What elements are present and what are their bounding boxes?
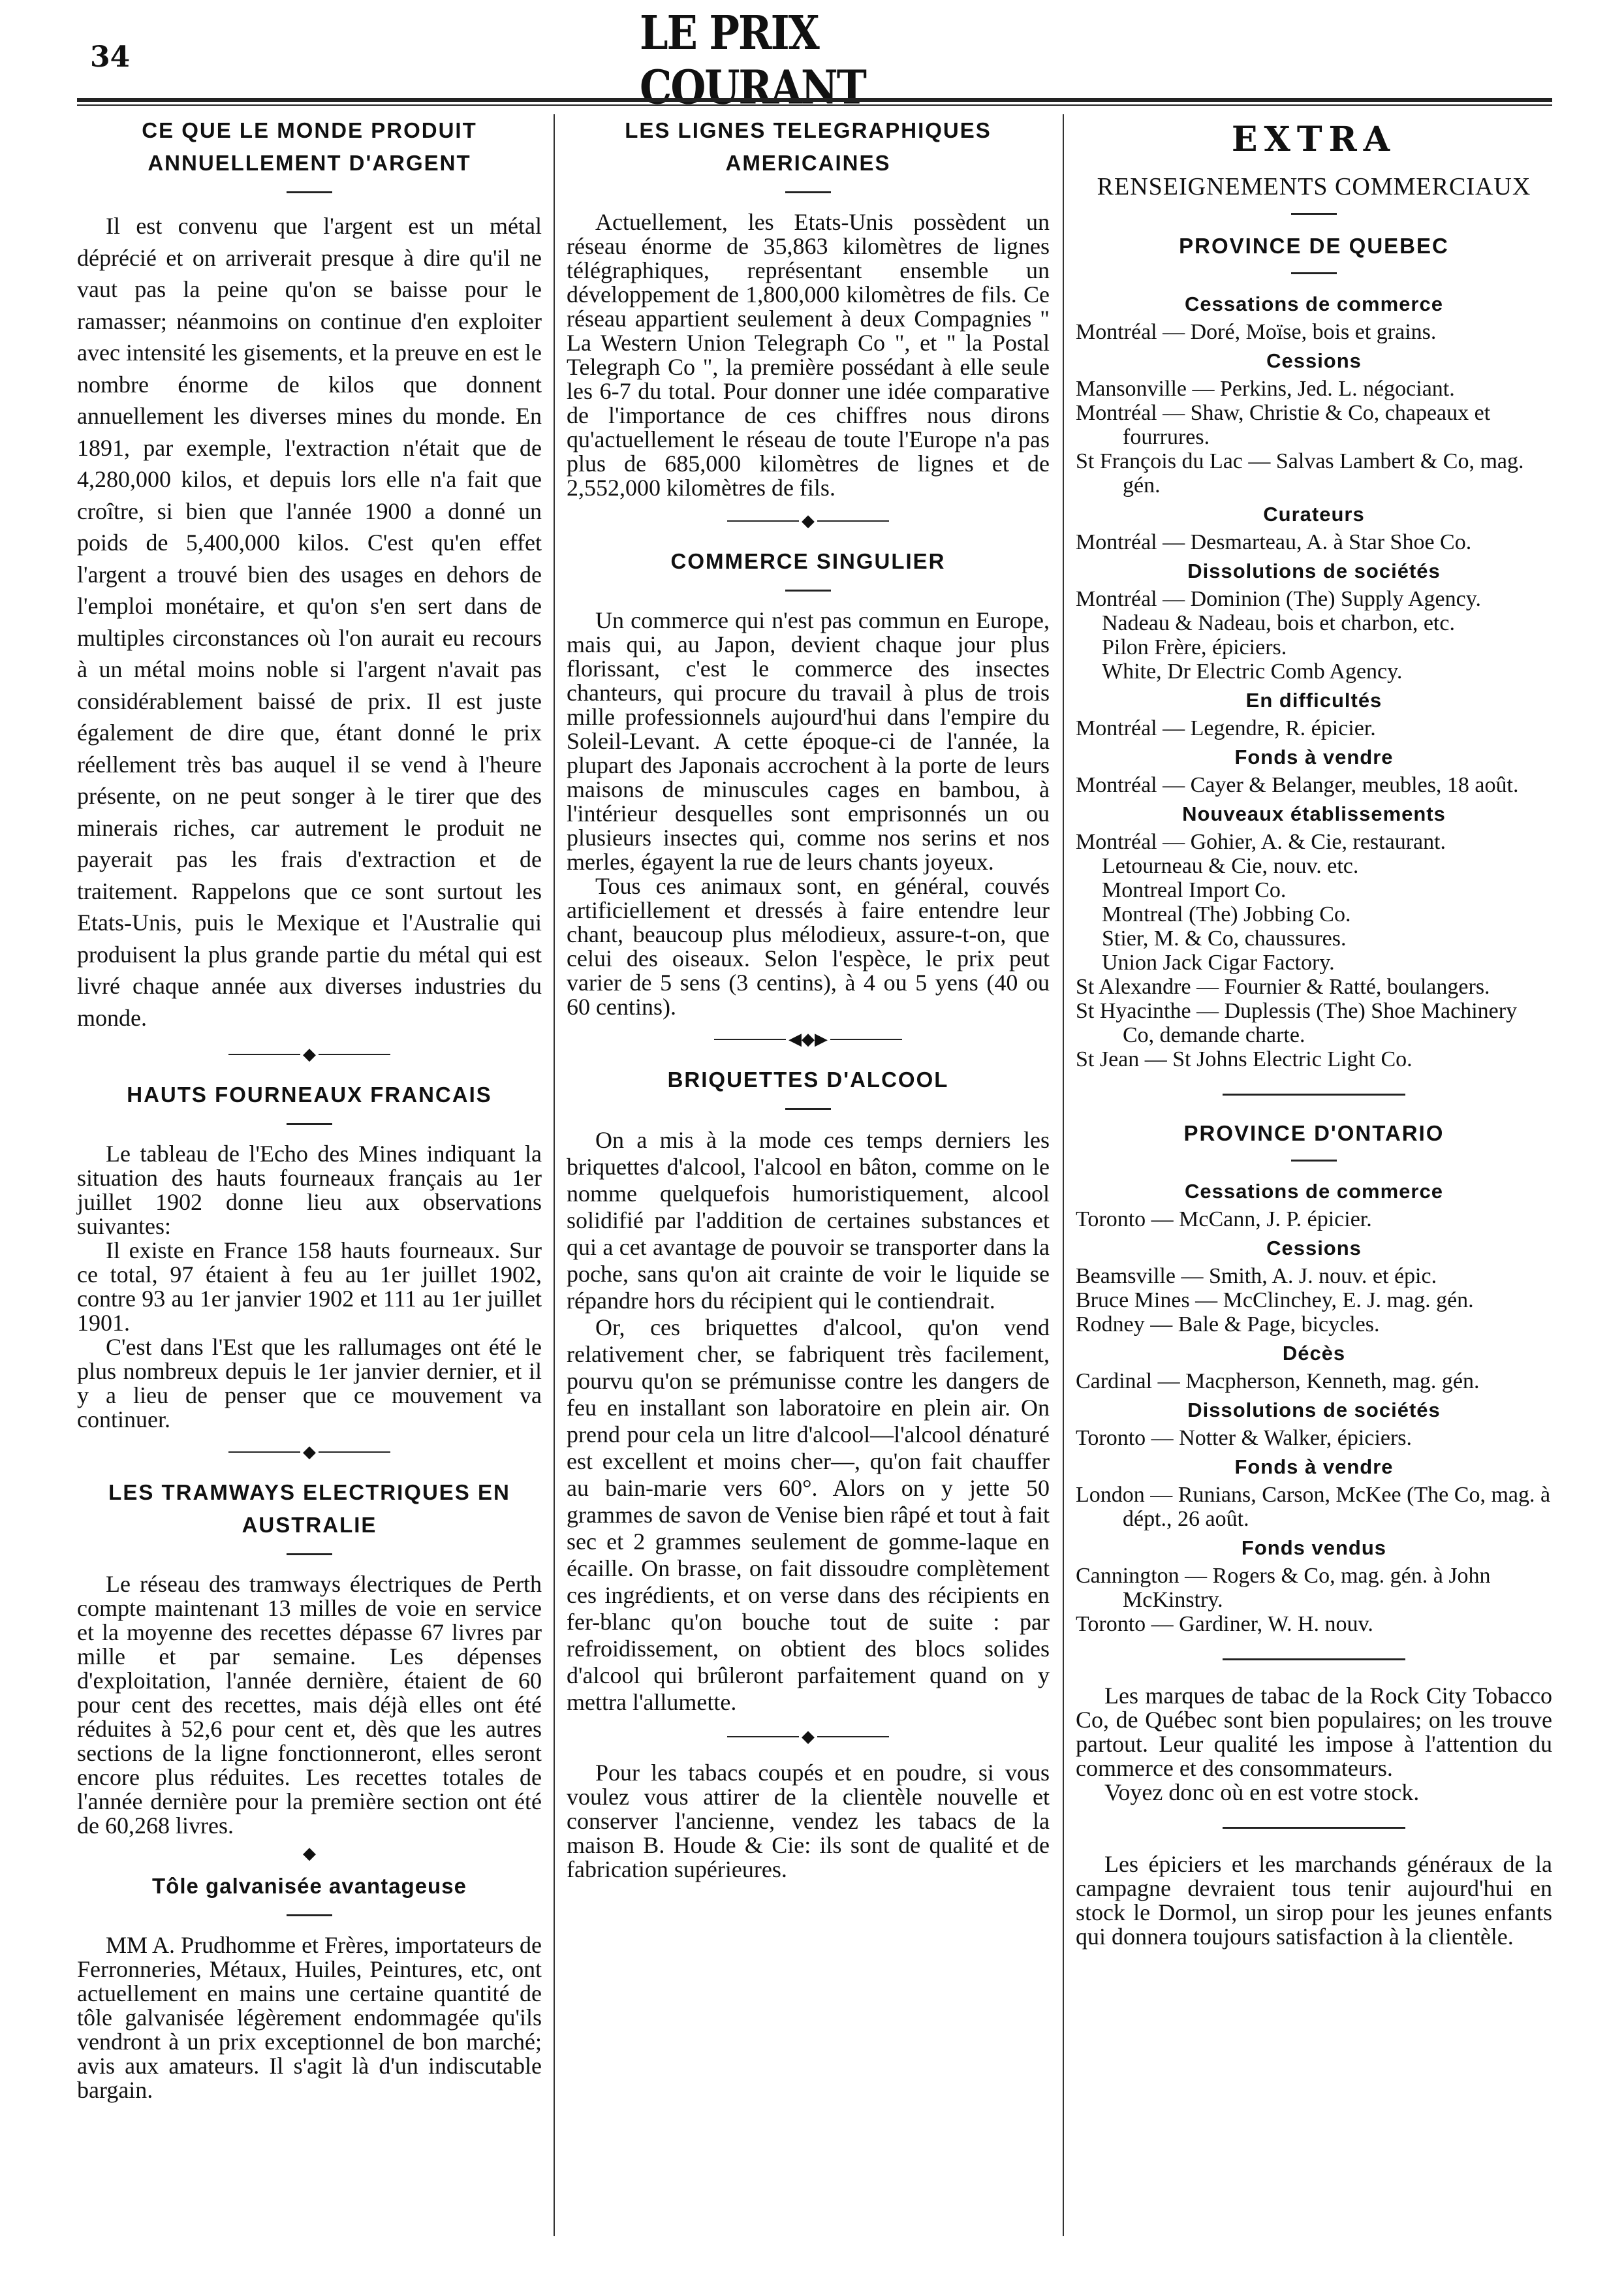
- title-rule: [1291, 213, 1337, 215]
- category-heading: Cessions: [1266, 349, 1362, 372]
- advertisement-text: Pour les tabacs coupés et en poudre, si vous voulez vous attirer de la clientèle nouvelle et conserver l'ancienne, vendez les tabacs de la maison B. Houde & Cie: ils sont de qualité et de fabrication supérieures.: [567, 1759, 1050, 1882]
- list-item: Montréal — Desmarteau, A. à Star Shoe Co.: [1076, 530, 1472, 554]
- section-ornament: ◆: [77, 1442, 542, 1463]
- page-number: 34: [90, 40, 131, 74]
- category-heading: Fonds à vendre: [1234, 746, 1394, 768]
- list-item: Montréal — Legendre, R. épicier.: [1076, 716, 1376, 740]
- column-middle: [567, 114, 1050, 1882]
- list-item: St Alexandre — Fournier & Ratté, boulangers.: [1076, 975, 1490, 999]
- header-rule: [77, 98, 1552, 102]
- publication-name: LE PRIX COURANT: [640, 5, 866, 115]
- list-item: Montreal (The) Jobbing Co.: [1102, 902, 1351, 926]
- category-heading: Cessions: [1266, 1237, 1362, 1259]
- list-item: Beamsville — Smith, A. J. nouv. et épic.: [1076, 1264, 1437, 1288]
- title-rule: [287, 191, 332, 193]
- column-right: [1076, 114, 1552, 1949]
- list-item: Montréal — Cayer & Belanger, meubles, 18 août.: [1076, 773, 1519, 797]
- advertisement-text: Voyez donc où en est votre stock.: [1104, 1779, 1420, 1805]
- article-body: MM A. Prudhomme et Frères, importateurs de Ferronneries, Métaux, Huiles, Peintures, etc, ont actuellement en mains une certaine quantité de tôle galvanisée légèrement endommagée qu'ils vendront à un prix exceptionnel de bon marché; avis aux amateurs. Il s'agit là d'un indiscutable bargain.: [77, 1931, 542, 2103]
- province-heading: PROVINCE D'ONTARIO: [1183, 1121, 1444, 1145]
- list-item: Cannington — Rogers & Co, mag. gén. à John McKinstry.: [1076, 1564, 1491, 1612]
- list-item: Union Jack Cigar Factory.: [1102, 951, 1335, 975]
- title-rule: [785, 1108, 831, 1110]
- category-heading: Dissolutions de sociétés: [1187, 560, 1441, 582]
- list-item: Montreal Import Co.: [1102, 878, 1287, 902]
- list-item: St François du Lac — Salvas Lambert & Co, mag. gén.: [1076, 449, 1524, 498]
- list-item: Stier, M. & Co, chaussures.: [1102, 926, 1347, 951]
- list-item: Pilon Frère, épiciers.: [1102, 635, 1287, 659]
- section-ornament: ◆: [303, 1843, 316, 1863]
- category-heading: Dissolutions de sociétés: [1187, 1399, 1441, 1421]
- title-rule: [1291, 1160, 1337, 1162]
- title-rule: [287, 1553, 332, 1555]
- province-heading: PROVINCE DE QUEBEC: [1179, 234, 1449, 258]
- title-rule: [287, 1123, 332, 1125]
- list-item: Toronto — Notter & Walker, épiciers.: [1076, 1426, 1413, 1450]
- list-item: Montréal — Shaw, Christie & Co, chapeaux et fourrures.: [1076, 401, 1491, 449]
- section-divider: [1223, 1094, 1405, 1096]
- article-body: C'est dans l'Est que les rallumages ont été le plus nombreux depuis le 1er janvier dernier, et il y a lieu de penser que ce mouvement va continuer.: [77, 1333, 542, 1432]
- article-title: BRIQUETTES D'ALCOOL: [667, 1067, 949, 1092]
- title-rule: [287, 1914, 332, 1916]
- title-rule: [1291, 272, 1337, 274]
- list-item: Toronto — Gardiner, W. H. nouv.: [1076, 1612, 1373, 1636]
- masthead-logo: [640, 5, 966, 115]
- section-divider: [1223, 1827, 1405, 1829]
- column-left: [77, 114, 542, 2102]
- article-body: Or, ces briquettes d'alcool, qu'on vend relativement cher, se fabriquent très facilement, pourvu qu'on se prémunisse contre les dangers de feu en installant son laboratoire en plein air. On prend pour cela un litre d'alcool—l'alcool dénaturé est excellent et moins cher—, qu'on fait chauffer au bain-marie vers 60°. Alors on y jette 50 grammes de savon de Venise bien râpé et tout à fait sec et 2 grammes seulement de gomme-laque en écaille. On brasse, on fait dissoudre complètement ces ingrédients, et on verse dans des récipients en fer-blanc qu'on bouche tout de suite : par refroidissement, on obtient des blocs solides d'alcool qui brûleront parfaitement quand on y mettra l'allumette.: [567, 1314, 1050, 1715]
- column-divider: [554, 114, 555, 2236]
- article-body: On a mis à la mode ces temps derniers les briquettes d'alcool, l'alcool en bâton, comme on le nomme quelquefois humoristiquement, alcool solidifié par l'addition de certaines substances et qui a cet avantage de pouvoir se transporter dans la poche, sans qu'on ait crainte de voir le liquide se répandre hors du récipient qui le contiendrait.: [567, 1127, 1050, 1314]
- list-item: Mansonville — Perkins, Jed. L. négociant.: [1076, 377, 1455, 401]
- list-item: Montréal — Dominion (The) Supply Agency.: [1076, 587, 1482, 611]
- article-body: Le réseau des tramways électriques de Perth compte maintenant 13 milles de voie en service et la moyenne des recettes dépasse 67 livres par mille et par semaine. Les dépenses d'exploitation, l'année dernière, étaient de 60 pour cent des recettes, mais déjà elles ont été réduites à 52,6 pour cent et, dès que les autres sections de la ligne fonctionneront, elles seront encore plus réduites. Les recettes totales de l'année dernière pour la première section ont été de 60,268 livres.: [77, 1571, 542, 1839]
- article-title: HAUTS FOURNEAUX FRANCAIS: [127, 1082, 492, 1107]
- advertisement-text: Les marques de tabac de la Rock City Tobacco Co, de Québec sont bien populaires; on les trouve partout. Leur qualité les impose à l'attention du commerce et des consommateurs.: [1076, 1683, 1552, 1781]
- section-divider: [1223, 1658, 1405, 1660]
- list-item: Bruce Mines — McClinchey, E. J. mag. gén.: [1076, 1288, 1474, 1312]
- list-item: Rodney — Bale & Page, bicycles.: [1076, 1312, 1380, 1336]
- category-heading: Cessations de commerce: [1185, 1180, 1443, 1203]
- category-heading: Fonds vendus: [1241, 1536, 1387, 1559]
- list-item: White, Dr Electric Comb Agency.: [1102, 659, 1403, 684]
- article-title: LES LIGNES TELEGRAPHIQUES AMERICAINES: [625, 118, 992, 175]
- article-body: Il est convenu que l'argent est un métal déprécié et on arriverait presque à dire qu'il ne vaut pas la peine qu'on se baisse pour le ramasser; néanmoins on continue d'en exploiter avec intensité les gisements, et la preuve en est le nombre énorme de kilos que donnent annuellement les diverses mines du monde. En 1891, par exemple, l'extraction n'était que de 4,280,000 kilos, et depuis lors elle n'a fait que croître, si bien que l'année 1900 a donné un poids de 5,400,000 kilos. C'est qu'en effet l'argent a trouvé bien des usages en dehors de l'emploi monétaire, et qu'on s'en sert dans de multiples circonstances où l'on aurait eu recours à un métal moins noble si l'argent n'avait pas considérablement baissé de prix. Il est juste également de dire que, étant donné le prix réellement très bas auquel il se vend à l'heure présente, on ne peut songer à le tirer que des minerais riches, car autrement le produit ne payerait pas les frais d'extraction et de traitement. Rappelons que ce sont surtout les Etats-Unis, puis le Mexique et l'Australie qui produisent la plus grande partie du métal qui est livré chaque année aux diverses industries du monde.: [77, 213, 542, 1031]
- category-heading: En difficultés: [1245, 689, 1382, 712]
- list-item: St Hyacinthe — Duplessis (The) Shoe Machinery Co, demande charte.: [1076, 999, 1518, 1047]
- extra-heading: EXTRA: [1231, 119, 1397, 159]
- list-item: Montréal — Gohier, A. & Cie, restaurant.: [1076, 830, 1446, 854]
- column-divider: [1063, 114, 1064, 2236]
- article-body: Actuellement, les Etats-Unis possèdent un réseau énorme de 35,863 kilomètres de lignes télégraphiques, représentant ensemble un développement de 1,800,000 kilomètres de fils. Ce réseau appartient seulement à deux Compagnies " La Western Union Telegraph Co ", et " la Postal Telegraph Co ", la première possédant à elle seule les 6-7 du total. Pour donner une idée comparative de l'importance de ces chiffres nous dirons qu'actuellement le réseau de toute l'Europe n'a pas plus de 685,000 kilomètres de lignes et de 2,552,000 kilomètres de fils.: [567, 209, 1050, 501]
- category-heading: Décès: [1282, 1342, 1346, 1365]
- article-body: Un commerce qui n'est pas commun en Europe, mais qui, au Japon, devient chaque jour plus florissant, c'est le commerce des insectes chanteurs, qui procure du travail à plus de trois mille professionnels aujourd'hui dans l'empire du Soleil-Levant. A cette époque-ci de l'année, la plupart des Japonais accrochent à la porte de leurs maisons de minuscules cages en bambou, à l'intérieur desquelles sont emprisonnés un ou plusieurs insectes qui, comme nos serins et nos merles, égayent la rue de leurs chants joyeux.: [567, 607, 1050, 875]
- title-rule: [785, 590, 831, 592]
- category-heading: Curateurs: [1263, 503, 1365, 526]
- article-body: Le tableau de l'Echo des Mines indiquant la situation des hauts fourneaux français au 1er juillet 1902 donne lieu aux observations suivantes:: [77, 1140, 542, 1239]
- section-ornament: ◆: [567, 1726, 1050, 1747]
- list-item: St Jean — St Johns Electric Light Co.: [1076, 1047, 1413, 1071]
- section-subtitle: RENSEIGNEMENTS COMMERCIAUX: [1097, 173, 1531, 200]
- advertisement-text: Les épiciers et les marchands généraux de la campagne devraient tous tenir aujourd'hui en stock le Dormol, un sirop pour les jeunes enfants qui donnera toujours satisfaction à la clientèle.: [1076, 1851, 1552, 1950]
- list-item: Cardinal — Macpherson, Kenneth, mag. gén.: [1076, 1369, 1480, 1393]
- list-item: Nadeau & Nadeau, bois et charbon, etc.: [1102, 611, 1455, 635]
- list-item: Montréal — Doré, Moïse, bois et grains.: [1076, 320, 1437, 344]
- article-body: Il existe en France 158 hauts fourneaux. Sur ce total, 97 étaient à feu au 1er juillet 1902, contre 93 au 1er janvier 1902 et 111 au 1er juillet 1901.: [77, 1237, 542, 1336]
- list-item: London — Runians, Carson, McKee (The Co, mag. à dépt., 26 août.: [1076, 1483, 1551, 1531]
- article-title: CE QUE LE MONDE PRODUIT ANNUELLEMENT D'ARGENT: [142, 118, 477, 175]
- category-heading: Nouveaux établissements: [1182, 802, 1446, 825]
- category-heading: Fonds à vendre: [1234, 1455, 1394, 1478]
- section-ornament: ◆: [567, 511, 1050, 531]
- header-rule-thin: [77, 104, 1552, 106]
- list-item: Letourneau & Cie, nouv. etc.: [1102, 854, 1359, 878]
- article-title: LES TRAMWAYS ELECTRIQUES EN AUSTRALIE: [108, 1480, 510, 1537]
- article-title: Tôle galvanisée avantageuse: [152, 1873, 467, 1898]
- article-title: COMMERCE SINGULIER: [670, 548, 946, 573]
- section-ornament: ◀◆▶: [567, 1030, 1050, 1050]
- article-body: Tous ces animaux sont, en général, couvés artificiellement et dressés à faire entendre leur chant, beaucoup plus mélodieux, assure-t-on, que celui des oiseaux. Selon l'espèce, le prix peut varier de 5 sens (3 centins), à 4 ou 5 yens (40 ou 60 centins).: [567, 872, 1050, 1020]
- list-item: Toronto — McCann, J. P. épicier.: [1076, 1207, 1372, 1231]
- section-ornament: ◆: [77, 1044, 542, 1064]
- category-heading: Cessations de commerce: [1185, 293, 1443, 315]
- title-rule: [785, 191, 831, 193]
